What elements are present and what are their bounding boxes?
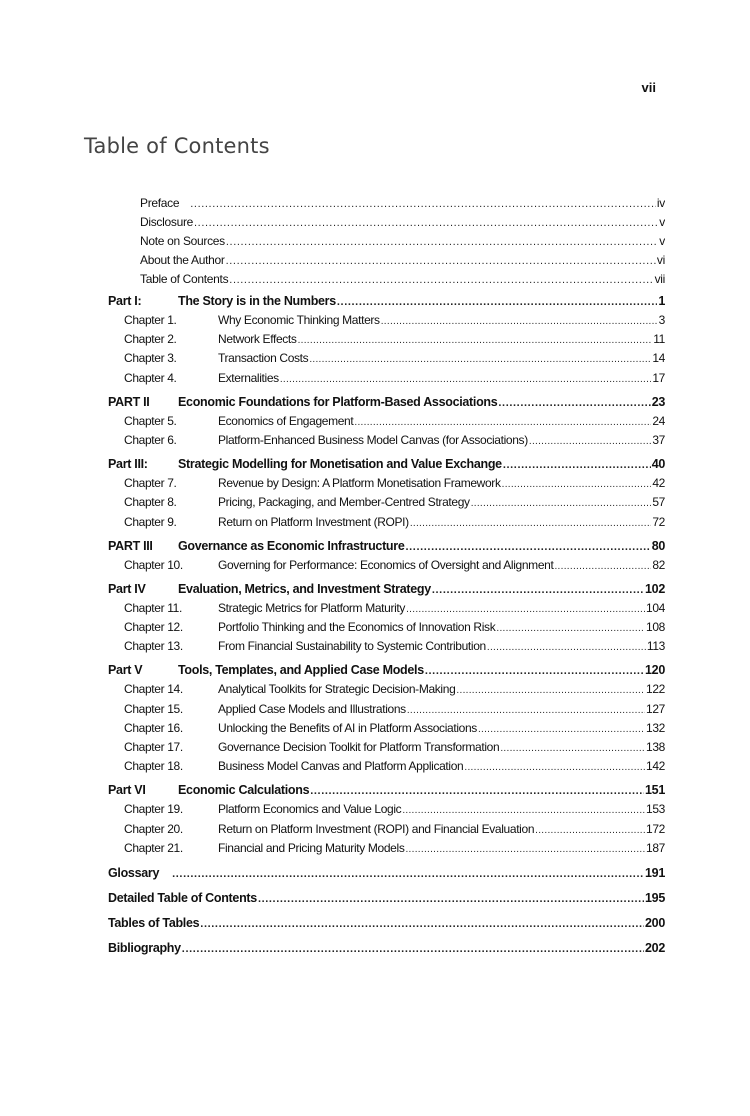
chapter-title: Network Effects: [218, 332, 297, 347]
table-of-contents: [108, 194, 665, 961]
dot-leader: [226, 233, 658, 251]
entry-title: Preface: [140, 196, 180, 210]
dot-leader: [503, 455, 651, 474]
chapter-label: Chapter 11.: [124, 600, 182, 615]
entry-page: vi: [656, 253, 665, 267]
chapter-title: Transaction Costs: [218, 351, 309, 366]
toc-chapter-3[interactable]: [108, 349, 665, 368]
toc-chapter-10[interactable]: [108, 556, 665, 575]
toc-chapter-5[interactable]: [108, 412, 665, 431]
part-page: 1: [658, 294, 665, 308]
dot-leader: [280, 370, 652, 388]
chapter-label: Chapter 7.: [124, 476, 177, 491]
toc-part-4[interactable]: [108, 579, 665, 599]
dot-leader: [554, 557, 651, 575]
chapter-page: 57: [652, 495, 665, 510]
chapter-title: Why Economic Thinking Matters: [218, 313, 380, 327]
chapter-page: 108: [646, 620, 665, 635]
chapter-title: Governing for Performance: Economics of Oversight and Alignment: [218, 557, 554, 572]
dot-leader: [258, 887, 644, 911]
entry-page: 191: [645, 865, 665, 880]
toc-chapter-17[interactable]: [108, 738, 665, 757]
chapter-page: 132: [646, 720, 665, 735]
entry-title: Glossary: [108, 865, 160, 880]
part-page: 120: [645, 663, 665, 678]
toc-chapter-2[interactable]: [108, 330, 665, 349]
part-title: Economic Foundations for Platform-Based Associations: [178, 394, 498, 409]
part-label: Part I:: [108, 294, 142, 308]
chapter-title: Revenue by Design: A Platform Monetisation Framework: [218, 476, 501, 491]
chapter-label: Chapter 17.: [124, 740, 183, 754]
toc-part-1[interactable]: [108, 291, 665, 311]
chapter-label: Chapter 12.: [124, 620, 183, 635]
dot-leader: [471, 494, 652, 512]
toc-part-3-governance[interactable]: [108, 536, 665, 556]
part-title: Evaluation, Metrics, and Investment Strategy: [178, 581, 431, 596]
entry-page: iv: [656, 196, 665, 210]
dot-leader: [298, 331, 653, 349]
part-page: 80: [651, 538, 665, 553]
toc-chapter-21[interactable]: [108, 839, 665, 858]
toc-entry-preface[interactable]: [108, 194, 665, 213]
chapter-title: Business Model Canvas and Platform Application: [218, 759, 464, 774]
chapter-page: 42: [652, 476, 665, 491]
chapter-title: Economics of Engagement: [218, 413, 354, 428]
part-title: Economic Calculations: [178, 783, 310, 798]
chapter-title: Pricing, Packaging, and Member-Centred Strategy: [218, 495, 470, 510]
dot-leader: [381, 312, 658, 330]
dot-leader: [354, 413, 651, 431]
dot-leader: [194, 214, 658, 232]
entry-page: v: [659, 215, 665, 229]
chapter-title: Financial and Pricing Maturity Models: [218, 840, 405, 855]
toc-entry-note-on-sources[interactable]: [108, 232, 665, 251]
toc-chapter-15[interactable]: [108, 700, 665, 719]
chapter-label: Chapter 9.: [124, 514, 177, 529]
entry-title: Detailed Table of Contents: [108, 890, 257, 905]
chapter-page: 142: [646, 759, 665, 774]
chapter-page: 17: [652, 370, 665, 385]
dot-leader: [535, 821, 645, 839]
toc-part-3[interactable]: [108, 454, 665, 474]
chapter-title: Portfolio Thinking and the Economics of Innovation Risk: [218, 620, 496, 635]
dot-leader: [402, 801, 645, 819]
toc-entry-about-the-author[interactable]: [108, 251, 665, 270]
dot-leader: [410, 514, 652, 532]
toc-entry-detailed-table-of-contents[interactable]: [108, 886, 665, 911]
toc-chapter-16[interactable]: [108, 719, 665, 738]
entry-title: Note on Sources: [140, 234, 225, 248]
part-page: 40: [651, 457, 665, 472]
dot-leader: [405, 840, 645, 858]
dot-leader: [496, 619, 645, 637]
toc-part-5[interactable]: [108, 660, 665, 680]
dot-leader: [425, 661, 644, 680]
dot-leader: [310, 781, 644, 800]
page-number: vii: [641, 80, 656, 95]
chapter-label: Chapter 4.: [124, 370, 177, 385]
toc-entry-tables-of-tables[interactable]: [108, 911, 665, 936]
dot-leader: [432, 580, 644, 599]
entry-page: vii: [654, 272, 665, 286]
part-label: Part IV: [108, 581, 146, 596]
chapter-label: Chapter 2.: [124, 332, 177, 347]
chapter-label: Chapter 13.: [124, 639, 183, 654]
toc-chapter-1[interactable]: [108, 311, 665, 330]
chapter-page: 3: [658, 313, 665, 327]
toc-part-6[interactable]: [108, 780, 665, 800]
entry-title: Tables of Tables: [108, 915, 200, 930]
dot-leader: [405, 537, 650, 556]
part-label: PART III: [108, 538, 153, 553]
toc-chapter-4[interactable]: [108, 369, 665, 388]
toc-chapter-13[interactable]: [108, 637, 665, 656]
toc-entry-bibliography[interactable]: [108, 936, 665, 961]
entry-page: v: [659, 234, 665, 248]
chapter-page: 72: [652, 514, 665, 529]
chapter-title: Platform-Enhanced Business Model Canvas (for Associations): [218, 432, 528, 447]
dot-leader: [464, 758, 645, 776]
toc-chapter-18[interactable]: [108, 757, 665, 776]
chapter-label: Chapter 8.: [124, 495, 177, 510]
chapter-page: 14: [652, 351, 665, 366]
entry-page: 200: [645, 915, 665, 930]
chapter-page: 82: [652, 557, 665, 572]
part-title: Strategic Modelling for Monetisation and Value Exchange: [178, 457, 502, 472]
toc-entry-disclosure[interactable]: [108, 213, 665, 232]
chapter-page: 187: [646, 840, 665, 855]
part-title: Tools, Templates, and Applied Case Models: [178, 663, 424, 678]
part-label: Part III:: [108, 457, 148, 472]
toc-chapter-19[interactable]: [108, 800, 665, 819]
dot-leader: [498, 393, 650, 412]
chapter-page: 104: [646, 600, 665, 615]
dot-leader: [406, 600, 645, 618]
part-page: 151: [645, 783, 665, 798]
chapter-label: Chapter 5.: [124, 413, 177, 428]
dot-leader: [229, 271, 653, 289]
chapter-title: Strategic Metrics for Platform Maturity: [218, 600, 406, 615]
chapter-title: Governance Decision Toolkit for Platform Transformation: [218, 740, 500, 754]
toc-chapter-12[interactable]: [108, 618, 665, 637]
toc-entry-glossary[interactable]: [108, 861, 665, 886]
part-label: Part V: [108, 663, 143, 678]
toc-chapter-9[interactable]: [108, 513, 665, 532]
toc-chapter-8[interactable]: [108, 493, 665, 512]
entry-page: 202: [645, 940, 665, 955]
entry-title: Bibliography: [108, 940, 181, 955]
chapter-page: 24: [652, 413, 665, 428]
chapter-page: 138: [646, 740, 665, 754]
toc-chapter-7[interactable]: [108, 474, 665, 493]
dot-leader: [337, 292, 657, 311]
toc-part-2[interactable]: [108, 392, 665, 412]
part-title: The Story is in the Numbers: [178, 294, 336, 308]
dot-leader: [190, 195, 656, 213]
chapter-title: Return on Platform Investment (ROPI) and Financial Evaluation: [218, 821, 535, 836]
page-title: Table of Contents: [84, 134, 270, 158]
dot-leader: [478, 720, 645, 738]
part-page: 102: [645, 581, 665, 596]
chapter-page: 37: [652, 432, 665, 447]
dot-leader: [226, 252, 656, 270]
part-title: Governance as Economic Infrastructure: [178, 538, 405, 553]
chapter-title: Applied Case Models and Illustrations: [218, 701, 406, 716]
dot-leader: [529, 432, 651, 450]
dot-leader: [500, 739, 645, 757]
chapter-label: Chapter 6.: [124, 432, 177, 447]
dot-leader: [172, 862, 644, 886]
part-page: 23: [651, 394, 665, 409]
dot-leader: [502, 475, 652, 493]
part-label: Part VI: [108, 783, 146, 798]
entry-title: Table of Contents: [140, 272, 229, 286]
toc-chapter-11[interactable]: [108, 599, 665, 618]
entry-title: About the Author: [140, 253, 225, 267]
chapter-label: Chapter 15.: [124, 701, 183, 716]
chapter-label: Chapter 20.: [124, 821, 183, 836]
dot-leader: [309, 350, 651, 368]
dot-leader: [200, 912, 644, 936]
chapter-label: Chapter 3.: [124, 351, 177, 366]
dot-leader: [182, 937, 644, 961]
dot-leader: [487, 638, 646, 656]
toc-chapter-14[interactable]: [108, 680, 665, 699]
chapter-title: Externalities: [218, 370, 279, 385]
toc-chapter-20[interactable]: [108, 820, 665, 839]
toc-chapter-6[interactable]: [108, 431, 665, 450]
chapter-title: Platform Economics and Value Logic: [218, 802, 402, 817]
dot-leader: [407, 701, 645, 719]
chapter-title: Unlocking the Benefits of AI in Platform Associations: [218, 720, 477, 735]
chapter-label: Chapter 18.: [124, 759, 183, 774]
toc-entry-table-of-contents[interactable]: [108, 270, 665, 289]
entry-title: Disclosure: [140, 215, 194, 229]
chapter-label: Chapter 14.: [124, 682, 183, 697]
chapter-label: Chapter 19.: [124, 802, 183, 817]
chapter-page: 11: [653, 332, 665, 347]
chapter-page: 113: [646, 639, 665, 654]
dot-leader: [456, 681, 645, 699]
chapter-page: 153: [646, 802, 665, 817]
chapter-page: 127: [646, 701, 665, 716]
chapter-title: From Financial Sustainability to Systemic Contribution: [218, 639, 486, 654]
chapter-label: Chapter 10.: [124, 557, 183, 572]
entry-page: 195: [645, 890, 665, 905]
chapter-title: Return on Platform Investment (ROPI): [218, 514, 409, 529]
chapter-title: Analytical Toolkits for Strategic Decision-Making: [218, 682, 456, 697]
part-label: PART II: [108, 394, 150, 409]
chapter-label: Chapter 1.: [124, 313, 177, 327]
chapter-page: 172: [646, 821, 665, 836]
chapter-label: Chapter 16.: [124, 720, 183, 735]
chapter-page: 122: [646, 682, 665, 697]
chapter-label: Chapter 21.: [124, 840, 183, 855]
